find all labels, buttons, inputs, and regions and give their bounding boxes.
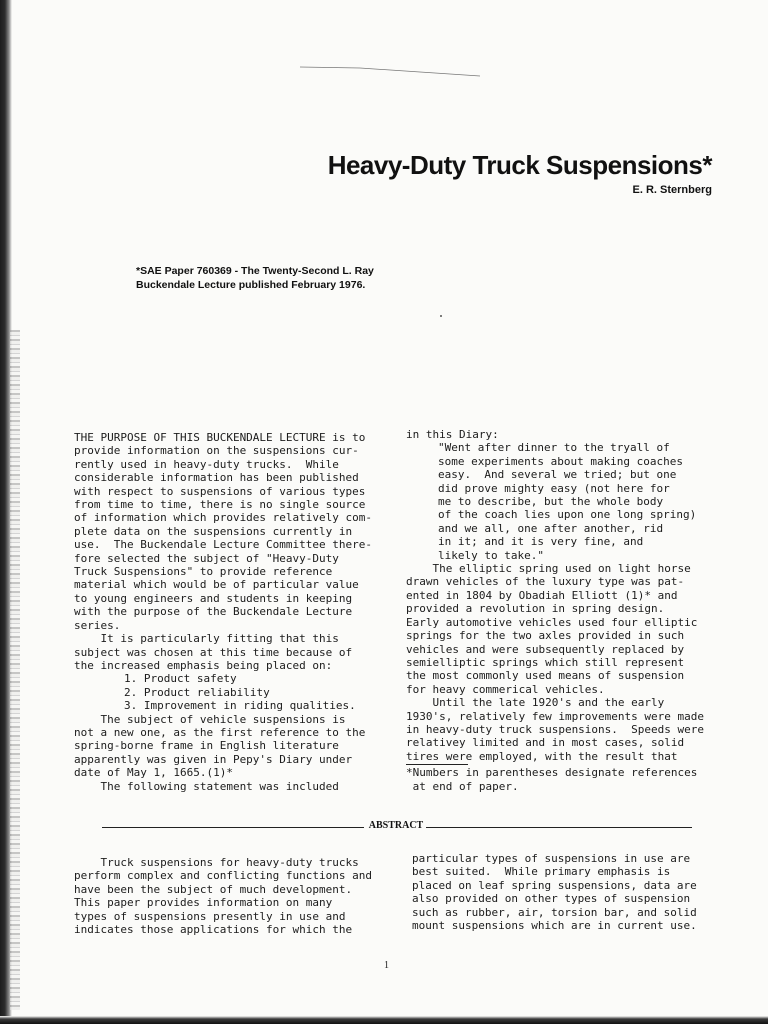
- text-line: ented in 1804 by Obadiah Elliott (1)* and: [406, 588, 678, 602]
- scan-speck: [440, 315, 442, 317]
- text-line: did prove mighty easy (not here for: [438, 481, 670, 495]
- abstract-rule-right: [426, 827, 692, 828]
- text-line: use. The Buckendale Lecture Committee there-: [74, 538, 373, 552]
- text-line: in it; and it is very fine, and: [438, 535, 644, 549]
- text-line: apparently was given in Pepy's Diary under: [74, 752, 353, 766]
- text-line: for heavy commerical vehicles.: [406, 682, 605, 696]
- text-line: series.: [74, 618, 121, 632]
- text-line: with the purpose of the Buckendale Lecture: [74, 605, 353, 619]
- text-line: the most commonly used means of suspension: [406, 669, 685, 683]
- paper-title: Heavy-Duty Truck Suspensions*: [327, 150, 712, 180]
- text-line: This paper provides information on many: [74, 896, 333, 910]
- text-line: relativey limited and in most cases, solid: [406, 736, 685, 750]
- text-line: perform complex and conflicting functions and: [74, 869, 373, 883]
- text-line: date of May 1, 1665.(1)*: [74, 766, 233, 780]
- text-line: and we all, one after another, rid: [438, 521, 664, 535]
- text-line: Until the late 1920's and the early: [406, 696, 665, 710]
- abstract-left-column: [74, 856, 374, 936]
- text-line: subject was chosen at this time because of: [74, 645, 353, 659]
- title-footnote-line: *SAE Paper 760369 - The Twenty-Second L. Ray: [136, 265, 374, 277]
- text-line: have been the subject of much development.: [74, 882, 353, 896]
- abstract-divider: [102, 819, 692, 835]
- text-line: Early automotive vehicles used four elliptic: [406, 615, 698, 629]
- text-line: semielliptic springs which still represent: [406, 655, 685, 669]
- text-line: THE PURPOSE OF THIS BUCKENDALE LECTURE is to: [74, 431, 366, 444]
- text-line: from time to time, there is no single source: [74, 498, 366, 512]
- body-right-column: [406, 428, 726, 793]
- text-line: 1. Product safety: [124, 672, 237, 686]
- text-line: of information which provides relatively com-: [74, 511, 373, 525]
- text-line: easy. And several we tried; but one: [438, 468, 677, 482]
- text-line: particular types of suspensions in use are: [412, 852, 691, 865]
- body-left-column: [74, 431, 374, 793]
- text-line: to young engineers and students in keeping: [74, 591, 353, 605]
- text-line: fore selected the subject of "Heavy-Duty: [74, 551, 339, 565]
- text-line: indicates those applications for which the: [74, 923, 353, 937]
- text-line: some experiments about making coaches: [438, 454, 684, 468]
- text-line: drawn vehicles of the luxury type was pat-: [406, 575, 685, 589]
- text-line: me to describe, but the whole body: [438, 495, 664, 509]
- text-line: best suited. While primary emphasis is: [412, 865, 671, 879]
- text-line: provided a revolution in spring design.: [406, 602, 665, 616]
- text-line: placed on leaf spring suspensions, data are: [412, 878, 697, 892]
- text-line: considerable information has been published: [74, 471, 359, 485]
- scan-bottom-edge-shadow: [0, 1016, 768, 1024]
- abstract-heading: ABSTRACT: [368, 820, 424, 831]
- text-line: rently used in heavy-duty trucks. While: [74, 457, 339, 471]
- text-line: such as rubber, air, torsion bar, and solid: [412, 905, 697, 919]
- text-line: 2. Product reliability: [124, 685, 270, 699]
- text-line: provide information on the suspensions cur-: [74, 444, 359, 458]
- abstract-rule-left: [102, 827, 364, 828]
- scan-stray-mark: [300, 64, 480, 78]
- footnote-line: *Numbers in parentheses designate references: [406, 766, 698, 780]
- text-line: material which would be of particular value: [74, 578, 359, 592]
- text-line: tires were employed, with the result that: [406, 749, 678, 763]
- text-line: The following statement was included: [74, 779, 339, 793]
- text-line: The elliptic spring used on light horse: [406, 562, 691, 576]
- text-line: Truck Suspensions" to provide reference: [74, 565, 333, 579]
- text-line: not a new one, as the first reference to the: [74, 725, 366, 739]
- text-line: types of suspensions presently in use and: [74, 909, 346, 923]
- text-line: spring-borne frame in English literature: [74, 739, 339, 753]
- text-line: the increased emphasis being placed on:: [74, 658, 333, 672]
- title-footnote-line: Buckendale Lecture published February 1976.: [136, 279, 366, 291]
- scan-edge-artifact: [10, 330, 20, 1010]
- paper-author: E. R. Sternberg: [632, 184, 712, 196]
- text-line: in heavy-duty truck suspensions. Speeds were: [406, 722, 705, 736]
- text-line: The subject of vehicle suspensions is: [74, 712, 346, 726]
- page-number: 1: [384, 960, 389, 971]
- abstract-right-column: [412, 852, 712, 932]
- text-line: 3. Improvement in riding qualities.: [124, 699, 356, 713]
- footnote-line: at end of paper.: [406, 779, 519, 793]
- text-line: vehicles and were subsequently replaced by: [406, 642, 685, 656]
- text-line: 1930's, relatively few improvements were made: [406, 709, 705, 723]
- text-line: of the coach lies upon one long spring): [438, 508, 697, 522]
- text-line: also provided on other types of suspension: [412, 892, 691, 906]
- title-footnote: [136, 264, 436, 292]
- text-line: springs for the two axles provided in such: [406, 629, 685, 643]
- text-line: likely to take.": [438, 548, 544, 562]
- text-line: It is particularly fitting that this: [74, 632, 339, 646]
- text-line: mount suspensions which are in current use.: [412, 919, 697, 933]
- text-line: "Went after dinner to the tryall of: [438, 441, 670, 455]
- text-line: plete data on the suspensions currently in: [74, 524, 353, 538]
- text-line: Truck suspensions for heavy-duty trucks: [74, 856, 359, 869]
- footnote-rule: [406, 764, 468, 765]
- text-line: with respect to suspensions of various types: [74, 484, 366, 498]
- text-line: in this Diary:: [406, 428, 499, 441]
